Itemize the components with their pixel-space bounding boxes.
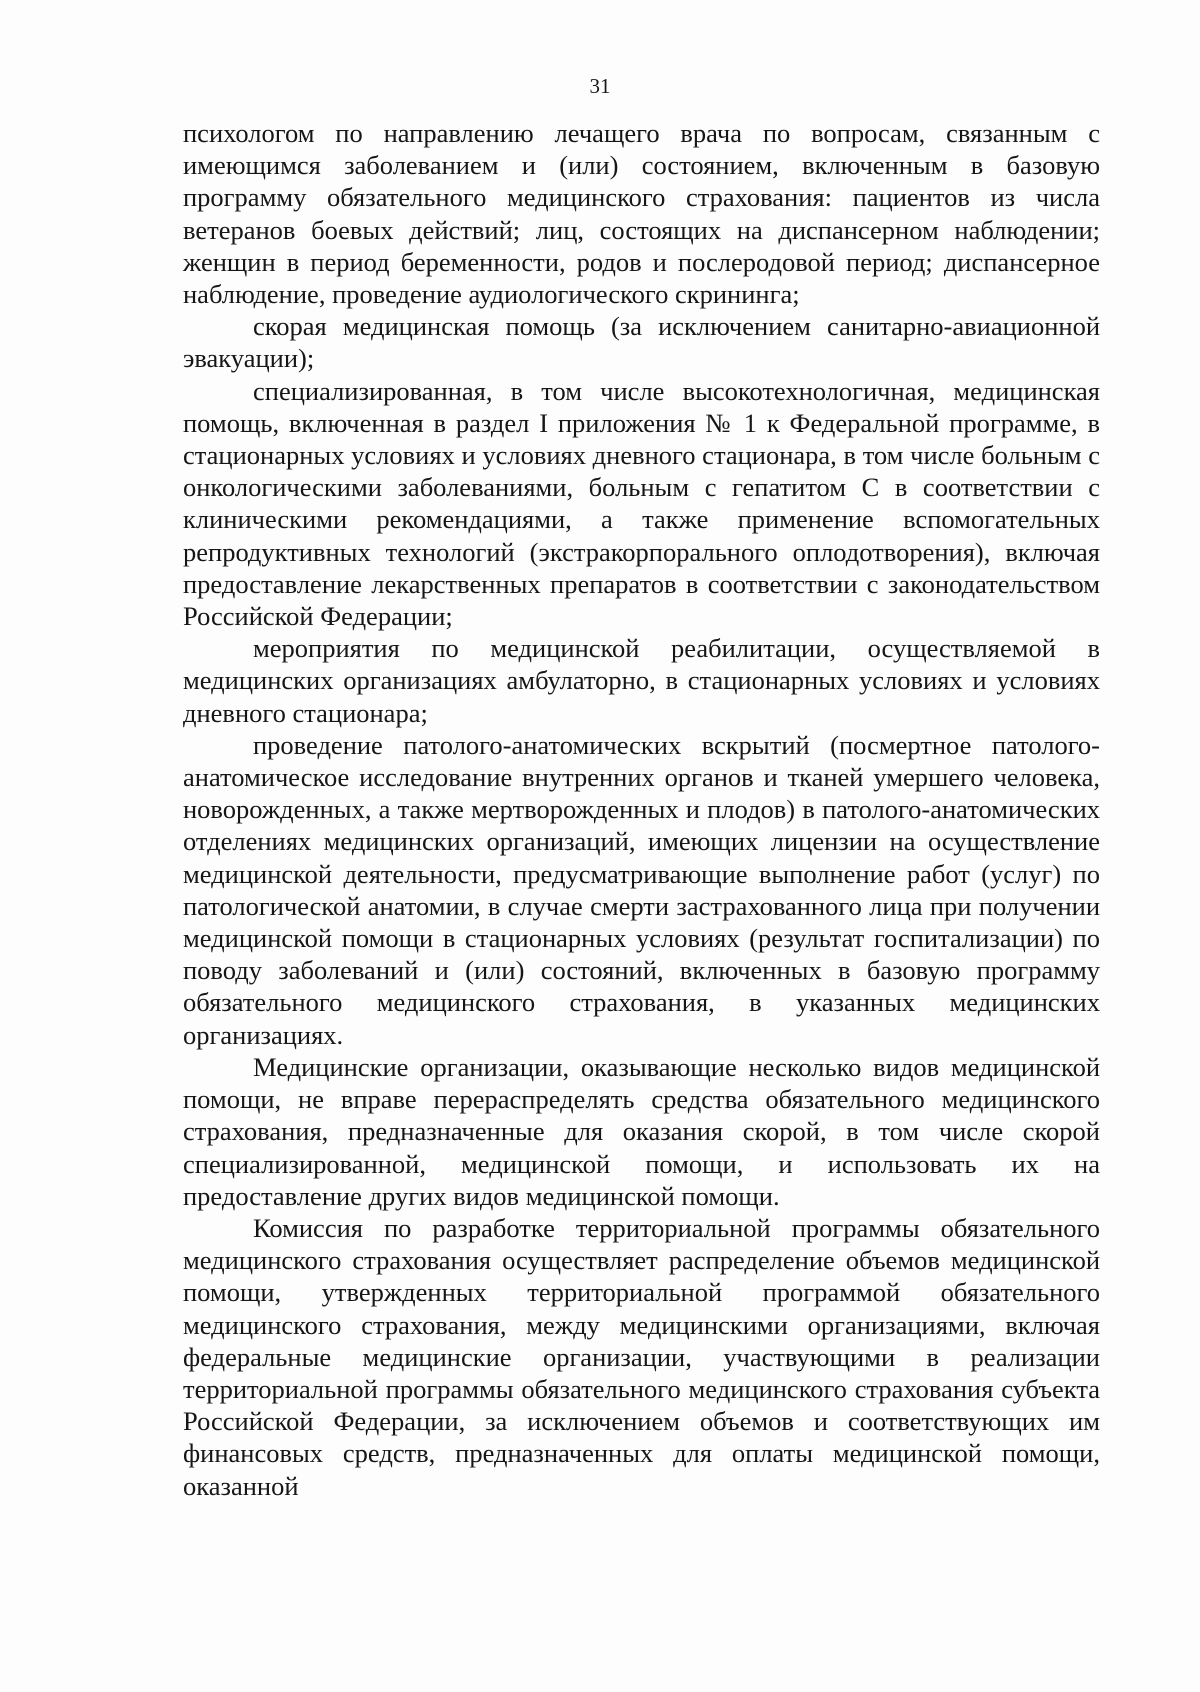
paragraph-5: проведение патолого-анатомических вскрытий (посмертное патолого-анатомическое исследование внутренних органов и тканей умершего человека, новорожденных, а также мертворожденных и плодов) в патолого-анатомических отделениях медицинских организаций, имеющих лицензии на осуществление медицинской деятельности, предусматривающие выполнение работ (услуг) по патологической анатомии, в случае смерти застрахованного лица при получении медицинской помощи в стационарных условиях (результат госпитализации) по поводу заболеваний и (или) состояний, включенных в базовую программу обязательного медицинского страхования, в указанных медицинских организациях. bbox=[183, 729, 1100, 1050]
document-body bbox=[183, 117, 1100, 1502]
paragraph-1: психологом по направлению лечащего врача по вопросам, связанным с имеющимся заболеванием и (или) состоянием, включенным в базовую программу обязательного медицинского страхования: пациентов из числа ветеранов боевых действий; лиц, состоящих на диспансерном наблюдении; женщин в период беременности, родов и послеродовой период; диспансерное наблюдение, проведение аудиологического скрининга; bbox=[183, 118, 1100, 310]
paragraph-3: специализированная, в том числе высокотехнологичная, медицинская помощь, включенная в раздел I приложения № 1 к Федеральной программе, в стационарных условиях и условиях дневного стационара, в том числе больным с онкологическими заболеваниями, больным с гепатитом С в соответствии с клиническими рекомендациями, а также применение вспомогательных репродуктивных технологий (экстракорпорального оплодотворения), включая предоставление лекарственных препаратов в соответствии с законодательством Российской Федерации; bbox=[183, 375, 1100, 632]
paragraph-6: Медицинские организации, оказывающие несколько видов медицинской помощи, не вправе перераспределять средства обязательного медицинского страхования, предназначенные для оказания скорой, в том числе скорой специализированной, медицинской помощи, и использовать их на предоставление других видов медицинской помощи. bbox=[183, 1051, 1100, 1211]
paragraph-7: Комиссия по разработке территориальной программы обязательного медицинского страхования осуществляет распределение объемов медицинской помощи, утвержденных территориальной программой обязательного медицинского страхования, между медицинскими организациями, включая федеральные медицинские организации, участвующими в реализации территориальной программы обязательного медицинского страхования субъекта Российской Федерации, за исключением объемов и соответствующих им финансовых средств, предназначенных для оплаты медицинской помощи, оказанной bbox=[183, 1212, 1100, 1501]
paragraph-4: мероприятия по медицинской реабилитации, осуществляемой в медицинских организациях амбулаторно, в стационарных условиях и условиях дневного стационара; bbox=[183, 633, 1100, 728]
paragraph-2: скорая медицинская помощь (за исключением санитарно-авиационной эвакуации); bbox=[183, 311, 1100, 374]
page-number: 31 bbox=[589, 74, 611, 98]
